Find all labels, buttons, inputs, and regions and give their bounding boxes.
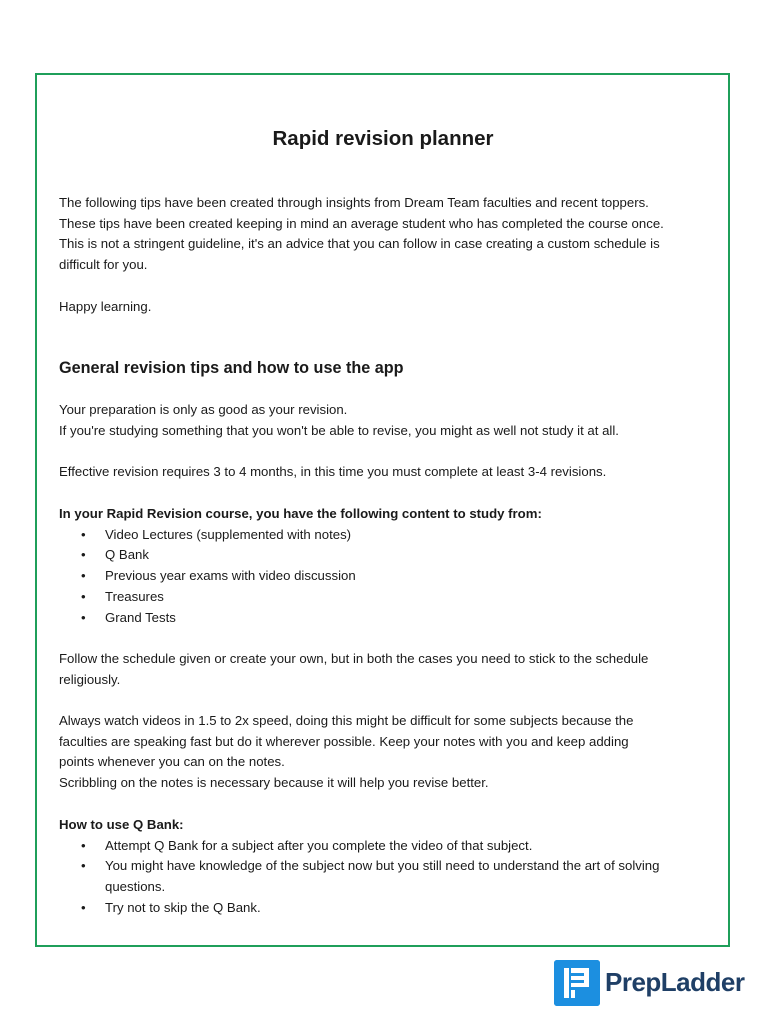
list-item: • Try not to skip the Q Bank. bbox=[59, 898, 719, 919]
effective-paragraph bbox=[59, 462, 719, 483]
intro-line: difficult for you. bbox=[59, 257, 148, 273]
videos-line: points whenever you can on the notes. bbox=[59, 754, 285, 770]
videos-line: Scribbling on the notes is necessary because it will help you revise better. bbox=[59, 775, 489, 791]
section-heading-block bbox=[59, 356, 719, 380]
content-list bbox=[59, 525, 719, 629]
prepladder-logo-icon bbox=[554, 960, 600, 1006]
list-item: • Q Bank bbox=[59, 545, 719, 566]
greeting-text: Happy learning. bbox=[59, 299, 152, 314]
intro-line: The following tips have been created through insights from Dream Team faculties and recent toppers. bbox=[59, 195, 649, 210]
intro-line: This is not a stringent guideline, it's an advice that you can follow in case creating a custom schedule is bbox=[59, 236, 660, 252]
schedule-line: Follow the schedule given or create your own, but in both the cases you need to stick to the schedule bbox=[59, 651, 649, 666]
list-item: • Treasures bbox=[59, 587, 719, 608]
list-item: • Previous year exams with video discussion bbox=[59, 566, 719, 587]
videos-line: faculties are speaking fast but do it wherever possible. Keep your notes with you and keep adding bbox=[59, 733, 629, 749]
effective-text: Effective revision requires 3 to 4 months, in this time you must complete at least 3-4 revisions. bbox=[59, 464, 607, 479]
greeting-paragraph bbox=[59, 297, 719, 318]
qbank-section bbox=[59, 815, 719, 919]
schedule-line: religiously. bbox=[59, 671, 121, 687]
list-item: • Video Lectures (supplemented with notes) bbox=[59, 525, 719, 546]
videos-line: Always watch videos in 1.5 to 2x speed, doing this might be difficult for some subjects because the bbox=[59, 713, 634, 728]
qbank-heading: How to use Q Bank: bbox=[59, 817, 184, 832]
content-heading: In your Rapid Revision course, you have the following content to study from: bbox=[59, 506, 542, 521]
section-heading: General revision tips and how to use the app bbox=[59, 359, 404, 377]
list-item: • Attempt Q Bank for a subject after you complete the video of that subject. bbox=[59, 836, 719, 857]
page-title: Rapid revision planner bbox=[272, 127, 494, 150]
list-item: • Grand Tests bbox=[59, 608, 719, 629]
videos-paragraph bbox=[59, 711, 719, 794]
intro-line: These tips have been created keeping in mind an average student who has completed the course once. bbox=[59, 215, 664, 231]
brand-name: PrepLadder bbox=[605, 967, 745, 997]
qbank-list bbox=[59, 836, 719, 919]
prep-line: Your preparation is only as good as your revision. bbox=[59, 402, 348, 417]
prepladder-logo bbox=[554, 960, 754, 1006]
content-section bbox=[59, 504, 719, 628]
list-item: • You might have knowledge of the subject now but you still need to understand the art of solving questions. bbox=[59, 856, 719, 897]
schedule-paragraph bbox=[59, 649, 719, 690]
intro-paragraph bbox=[59, 193, 719, 276]
prep-paragraph bbox=[59, 400, 719, 441]
prep-line: If you're studying something that you won't be able to revise, you might as well not study it at all. bbox=[59, 422, 619, 438]
